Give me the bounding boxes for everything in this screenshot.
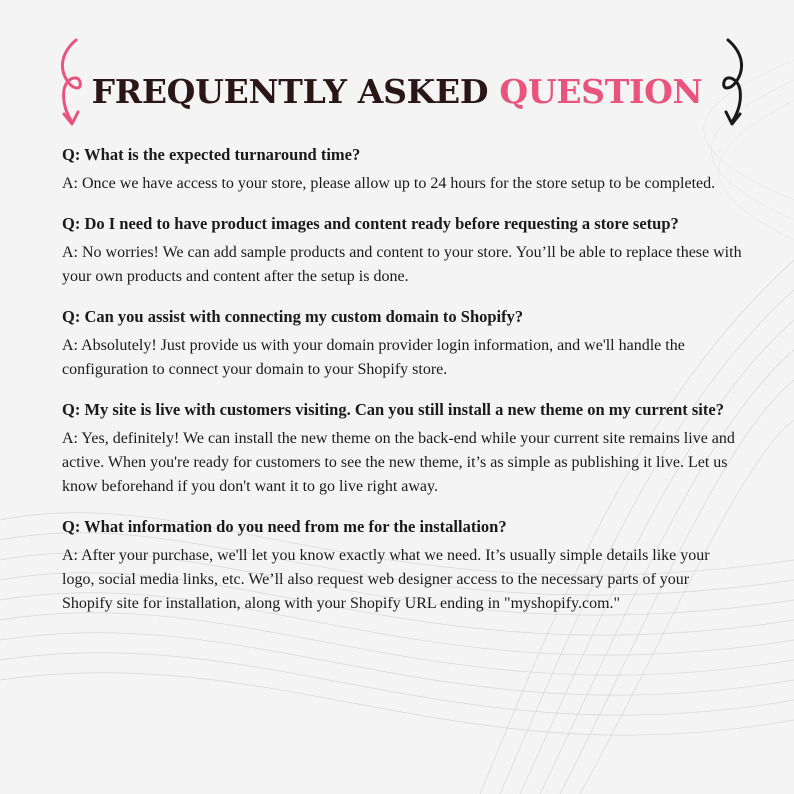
title-accent-part: QUESTION <box>499 72 703 111</box>
faq-question: Q: Do I need to have product images and content ready before requesting a store setup? <box>62 214 679 233</box>
faq-question: Q: Can you assist with connecting my custom domain to Shopify? <box>62 307 524 326</box>
faq-question: Q: What is the expected turnaround time? <box>62 145 361 164</box>
page-title <box>0 72 794 112</box>
title-dark-part: FREQUENTLY ASKED <box>91 72 489 111</box>
faq-header <box>0 38 794 138</box>
faq-item <box>62 398 742 499</box>
faq-answer: A: Once we have access to your store, please allow up to 24 hours for the store setup to be completed. <box>62 175 716 192</box>
faq-item <box>62 515 742 616</box>
faq-answer: A: No worries! We can add sample products and content to your store. You’ll be able to replace these with your own products and content after the setup is done. <box>62 244 742 285</box>
faq-list <box>62 143 742 632</box>
faq-item <box>62 143 742 196</box>
curly-arrow-down-icon <box>704 38 754 130</box>
faq-question: Q: My site is live with customers visiting. Can you still install a new theme on my current site? <box>62 400 724 419</box>
faq-item <box>62 305 742 382</box>
faq-answer: A: Absolutely! Just provide us with your domain provider login information, and we'll handle the configuration to connect your domain to your Shopify store. <box>62 337 685 378</box>
faq-answer: A: Yes, definitely! We can install the new theme on the back-end while your current site remains live and active. When you're ready for customers to see the new theme, it’s as simple as publishing it live. Let us know beforehand if you don't want it to go live right away. <box>62 430 735 495</box>
faq-answer: A: After your purchase, we'll let you know exactly what we need. It’s usually simple details like your logo, social media links, etc. We’ll also request web designer access to the necessary parts of your Shopify site for installation, along with your Shopify URL ending in "myshopify.com." <box>62 547 710 612</box>
faq-item <box>62 212 742 289</box>
faq-question: Q: What information do you need from me for the installation? <box>62 517 507 536</box>
